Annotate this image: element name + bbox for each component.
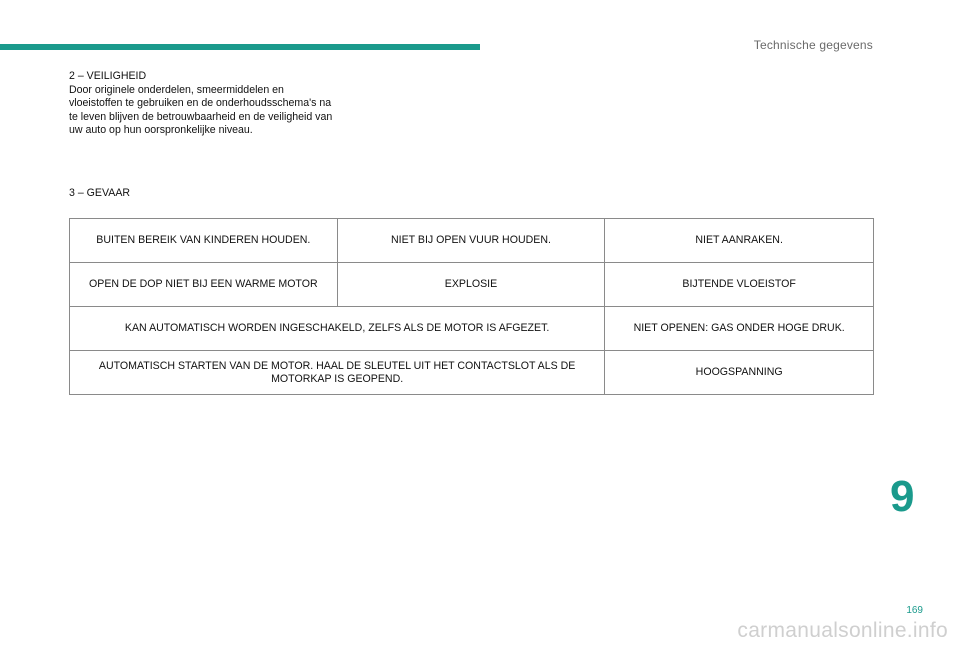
table-cell: BIJTENDE VLOEISTOF (605, 263, 874, 307)
danger-heading: 3 – GEVAAR (69, 187, 131, 199)
table-cell: NIET BIJ OPEN VUUR HOUDEN. (337, 219, 605, 263)
header-accent-bar (0, 44, 480, 50)
safety-body: Door originele onderdelen, smeermiddelen en vloeistoffen te gebruiken en de onderhoudsschema's na te leven blijven de betrouwbaarheid en de veiligheid van uw auto op hun oorspronkelijke niveau. (69, 83, 333, 136)
chapter-number: 9 (890, 472, 915, 521)
table-cell: HOOGSPANNING (605, 351, 874, 395)
table-row (70, 263, 874, 307)
table-cell: EXPLOSIE (337, 263, 605, 307)
table-cell: NIET OPENEN: GAS ONDER HOGE DRUK. (605, 307, 874, 351)
section-title: Technische gegevens (753, 38, 873, 52)
page-number: 169 (906, 605, 923, 616)
table-cell: OPEN DE DOP NIET BIJ EEN WARME MOTOR (70, 263, 338, 307)
table-cell: AUTOMATISCH STARTEN VAN DE MOTOR. HAAL DE SLEUTEL UIT HET CONTACTSLOT ALS DE MOTORKAP IS GEOPEND. (70, 351, 605, 395)
hazard-table (69, 218, 874, 395)
table-cell: BUITEN BEREIK VAN KINDEREN HOUDEN. (70, 219, 338, 263)
safety-section (69, 70, 339, 138)
table-row (70, 307, 874, 351)
table-cell: KAN AUTOMATISCH WORDEN INGESCHAKELD, ZELFS ALS DE MOTOR IS AFGEZET. (70, 307, 605, 351)
safety-heading: 2 – VEILIGHEID (69, 70, 147, 82)
table-cell: NIET AANRAKEN. (605, 219, 874, 263)
table-row (70, 351, 874, 395)
watermark: carmanualsonline.info (737, 619, 948, 642)
table-row (70, 219, 874, 263)
